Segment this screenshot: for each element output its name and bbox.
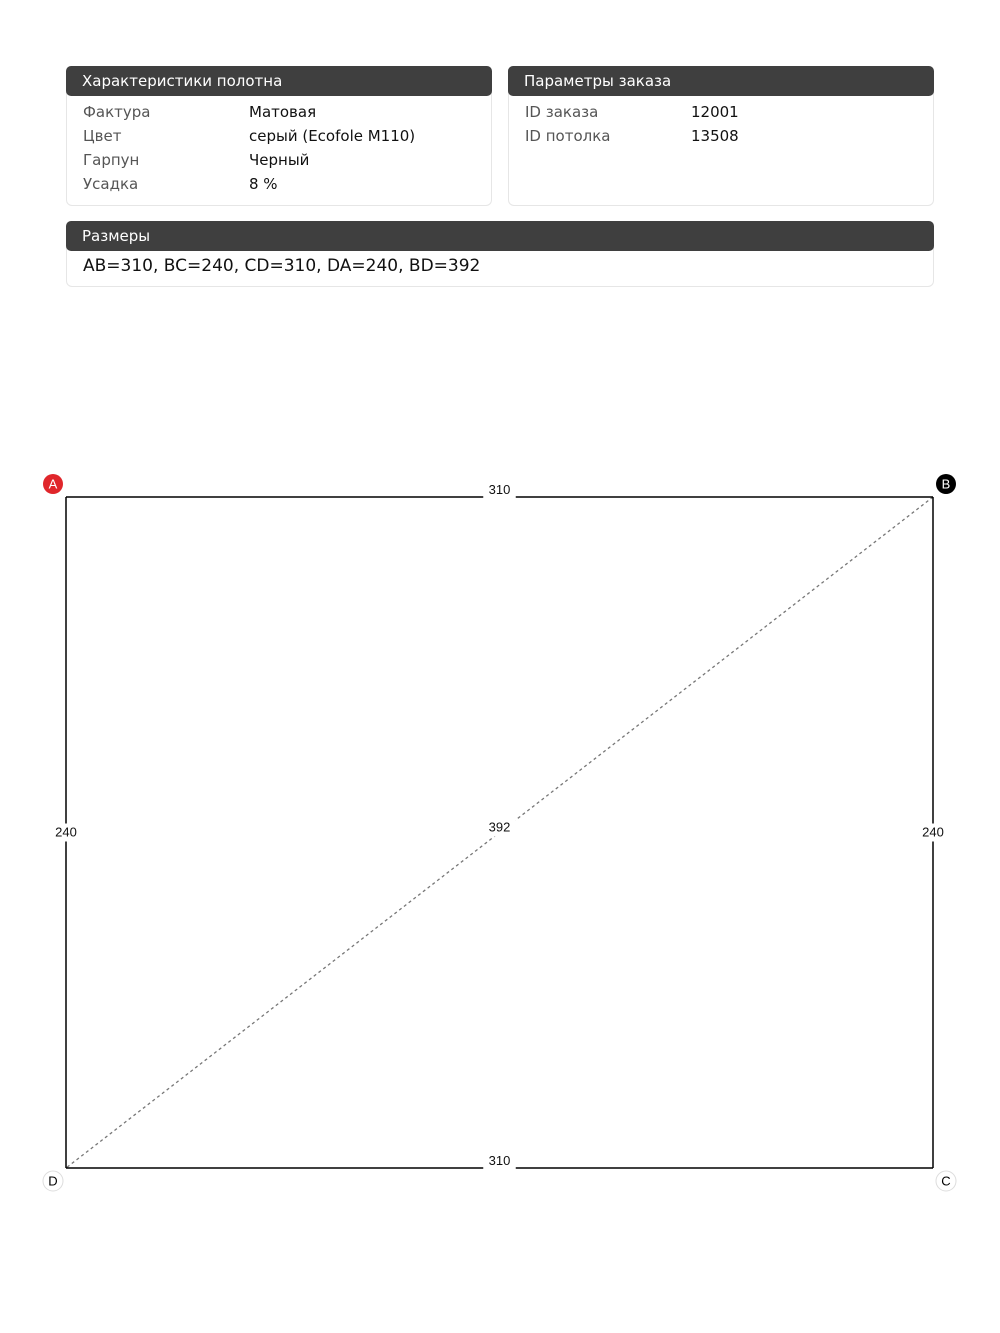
shrinkage-label: Усадка bbox=[83, 175, 139, 193]
shrinkage-value: 8 % bbox=[249, 175, 278, 193]
color-value: серый (Ecofole M110) bbox=[249, 127, 416, 145]
harpoon-label: Гарпун bbox=[83, 151, 140, 169]
ceiling-id-label: ID потолка bbox=[525, 127, 611, 145]
ceiling-drawing bbox=[0, 460, 1000, 1200]
point-a-label: A bbox=[48, 476, 58, 492]
point-c-label: C bbox=[941, 1173, 951, 1189]
harpoon-value: Черный bbox=[249, 151, 310, 169]
order-parameters-card bbox=[508, 66, 934, 206]
diagonal-label: 392 bbox=[488, 819, 511, 835]
order-id-label: ID заказа bbox=[525, 103, 599, 121]
canvas-characteristics-title: Характеристики полотна bbox=[66, 66, 492, 96]
harpoon-row bbox=[83, 148, 491, 172]
order-id-value: 12001 bbox=[691, 103, 739, 121]
edge-label-DA: 240 bbox=[55, 824, 77, 840]
order-parameters-title: Параметры заказа bbox=[508, 66, 934, 96]
point-d-label: D bbox=[48, 1173, 58, 1189]
texture-label: Фактура bbox=[83, 103, 151, 121]
dimensions-text: AB=310, BC=240, CD=310, DA=240, BD=392 bbox=[83, 256, 481, 276]
texture-value: Матовая bbox=[249, 103, 317, 121]
dimensions-title: Размеры bbox=[66, 221, 934, 251]
order-id-row bbox=[525, 100, 933, 124]
canvas-characteristics-card bbox=[66, 66, 492, 206]
texture-row bbox=[83, 100, 491, 124]
dimensions-card bbox=[66, 221, 934, 287]
shrinkage-row bbox=[83, 172, 491, 196]
ceiling-id-row bbox=[525, 124, 933, 148]
edge-label-BC: 240 bbox=[922, 824, 944, 840]
point-b-label: B bbox=[941, 476, 951, 492]
color-label: Цвет bbox=[83, 127, 122, 145]
edge-label-AB: 310 bbox=[488, 482, 511, 497]
edge-label-CD: 310 bbox=[488, 1153, 511, 1168]
ceiling-id-value: 13508 bbox=[691, 127, 739, 145]
color-row bbox=[83, 124, 491, 148]
